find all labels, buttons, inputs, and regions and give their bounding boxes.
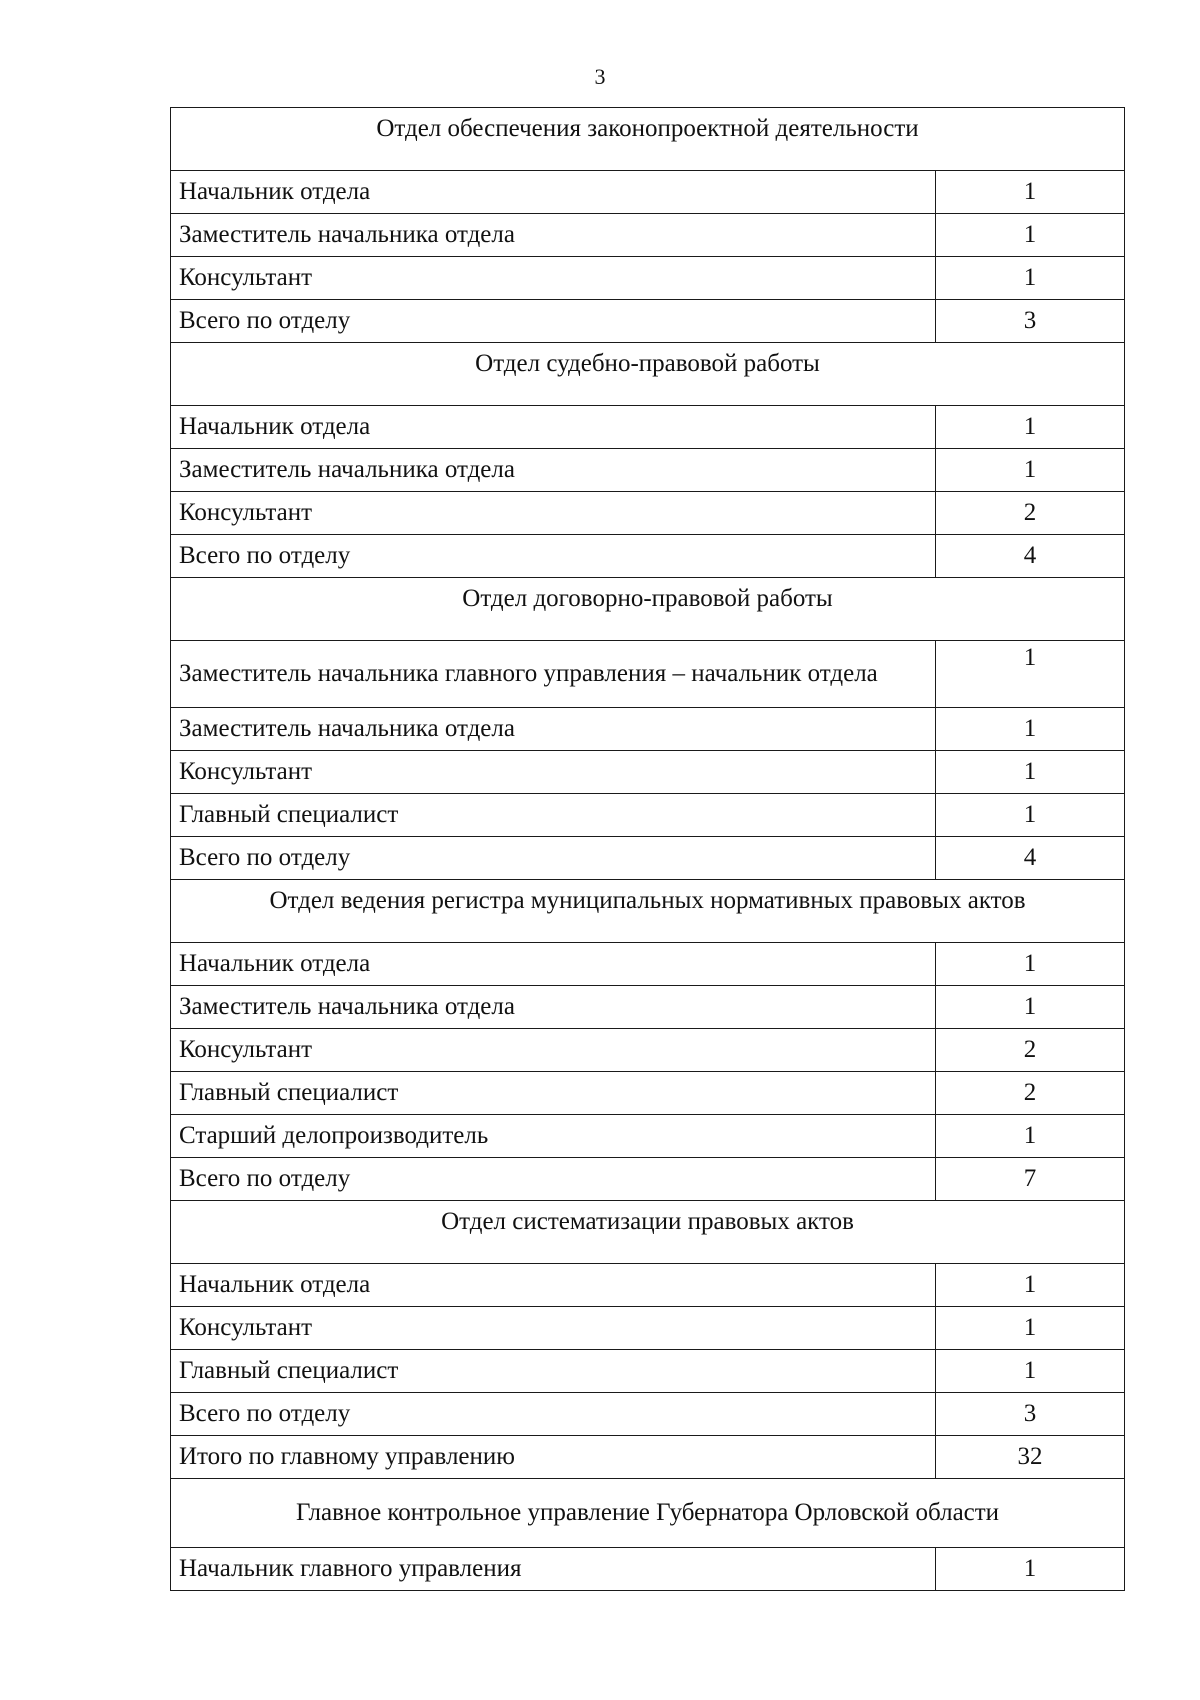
table-row [171, 214, 1125, 257]
table-row [171, 943, 1125, 986]
section-header [171, 1201, 1125, 1264]
position-count: 1 [936, 794, 1125, 837]
table-row-total [171, 300, 1125, 343]
position-count: 1 [936, 449, 1125, 492]
staffing-table [170, 107, 1125, 1591]
table-row [171, 641, 1125, 708]
position-count: 1 [936, 214, 1125, 257]
position-name: Консультант [171, 492, 936, 535]
position-name: Начальник главного управления [171, 1548, 936, 1591]
section-header [171, 343, 1125, 406]
position-name: Всего по отделу [171, 837, 936, 880]
position-name: Консультант [171, 1029, 936, 1072]
table-row [171, 449, 1125, 492]
position-count: 1 [936, 1350, 1125, 1393]
table-row [171, 257, 1125, 300]
section-title: Отдел ведения регистра муниципальных нормативных правовых актов [171, 880, 1125, 943]
position-count: 3 [936, 300, 1125, 343]
table-row-total [171, 837, 1125, 880]
position-name: Заместитель начальника главного управления – начальник отдела [171, 641, 936, 708]
position-name: Заместитель начальника отдела [171, 214, 936, 257]
position-count: 1 [936, 1264, 1125, 1307]
table-row-total [171, 1393, 1125, 1436]
position-name: Главный специалист [171, 1072, 936, 1115]
position-count: 1 [936, 1307, 1125, 1350]
table-row [171, 1072, 1125, 1115]
position-name: Всего по отделу [171, 1158, 936, 1201]
position-count: 2 [936, 1072, 1125, 1115]
section-header [171, 1479, 1125, 1548]
position-count: 1 [936, 406, 1125, 449]
position-name: Заместитель начальника отдела [171, 449, 936, 492]
table-row [171, 708, 1125, 751]
position-count: 7 [936, 1158, 1125, 1201]
table-row [171, 794, 1125, 837]
position-name: Всего по отделу [171, 535, 936, 578]
position-name: Всего по отделу [171, 300, 936, 343]
table-row-grand-total [171, 1436, 1125, 1479]
position-count: 4 [936, 837, 1125, 880]
section-title: Отдел систематизации правовых актов [171, 1201, 1125, 1264]
table-row [171, 1115, 1125, 1158]
position-name: Начальник отдела [171, 1264, 936, 1307]
position-count: 1 [936, 257, 1125, 300]
section-header [171, 108, 1125, 171]
table-row-total [171, 1158, 1125, 1201]
table-row [171, 1029, 1125, 1072]
position-count: 1 [936, 943, 1125, 986]
position-count: 1 [936, 1115, 1125, 1158]
position-name: Итого по главному управлению [171, 1436, 936, 1479]
position-name: Старший делопроизводитель [171, 1115, 936, 1158]
position-name: Заместитель начальника отдела [171, 986, 936, 1029]
position-name: Начальник отдела [171, 943, 936, 986]
section-header [171, 578, 1125, 641]
page-number: 3 [594, 64, 606, 89]
table-row [171, 406, 1125, 449]
section-header [171, 880, 1125, 943]
position-count: 4 [936, 535, 1125, 578]
section-title: Отдел судебно-правовой работы [171, 343, 1125, 406]
position-name: Заместитель начальника отдела [171, 708, 936, 751]
position-count: 1 [936, 751, 1125, 794]
position-count: 1 [936, 641, 1125, 708]
table-row [171, 1548, 1125, 1591]
position-name: Консультант [171, 751, 936, 794]
table-row [171, 1350, 1125, 1393]
position-count: 1 [936, 1548, 1125, 1591]
position-name: Главный специалист [171, 794, 936, 837]
position-count: 1 [936, 171, 1125, 214]
table-row [171, 171, 1125, 214]
position-name: Консультант [171, 257, 936, 300]
section-title: Главное контрольное управление Губернатора Орловской области [171, 1479, 1125, 1548]
position-name: Начальник отдела [171, 406, 936, 449]
position-name: Начальник отдела [171, 171, 936, 214]
position-name: Главный специалист [171, 1350, 936, 1393]
position-count: 3 [936, 1393, 1125, 1436]
position-name: Консультант [171, 1307, 936, 1350]
table-row [171, 1307, 1125, 1350]
position-count: 2 [936, 1029, 1125, 1072]
table-row-total [171, 535, 1125, 578]
table-row [171, 492, 1125, 535]
table-row [171, 751, 1125, 794]
position-count: 1 [936, 708, 1125, 751]
table-row [171, 986, 1125, 1029]
position-name: Всего по отделу [171, 1393, 936, 1436]
section-title: Отдел договорно-правовой работы [171, 578, 1125, 641]
section-title: Отдел обеспечения законопроектной деятельности [171, 108, 1125, 171]
position-count: 32 [936, 1436, 1125, 1479]
position-count: 2 [936, 492, 1125, 535]
position-count: 1 [936, 986, 1125, 1029]
table-row [171, 1264, 1125, 1307]
